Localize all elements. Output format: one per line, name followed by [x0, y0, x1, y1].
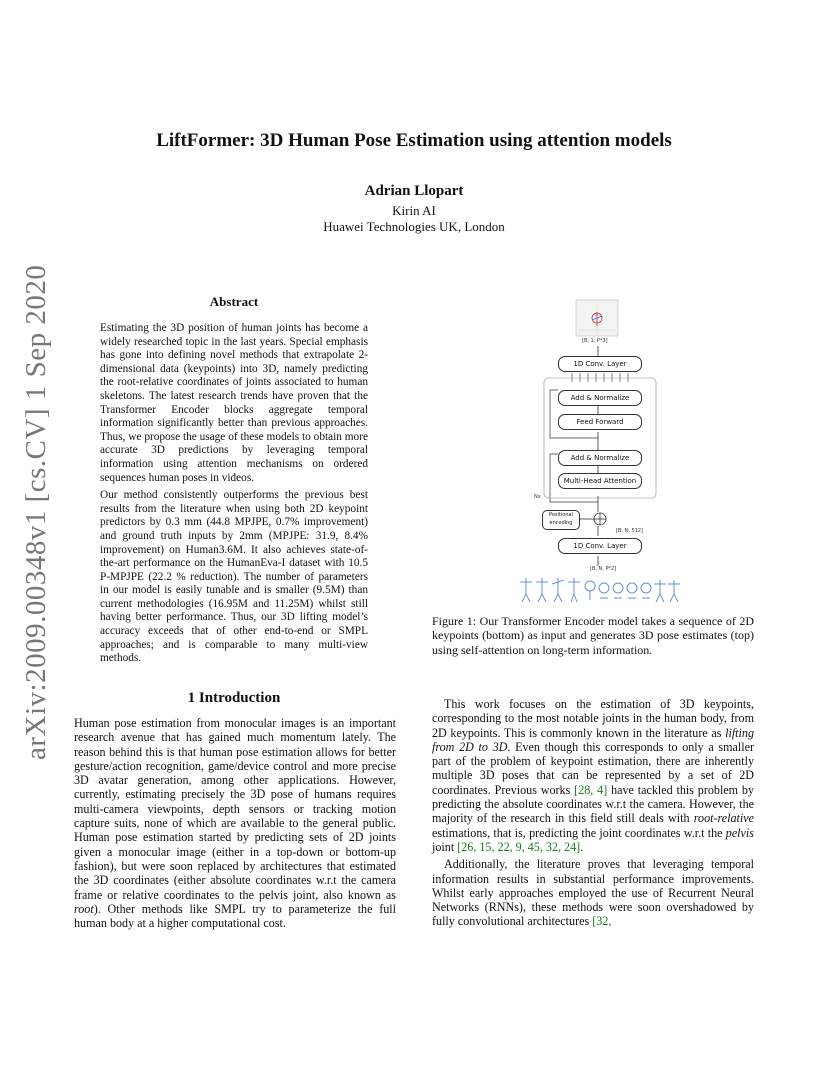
- paper-title: LiftFormer: 3D Human Pose Estimation using attention models: [156, 130, 672, 151]
- positional-encoding-block: Positional encoding: [542, 510, 580, 530]
- nx-label: Nx: [534, 494, 541, 500]
- abstract-heading: Abstract: [209, 294, 259, 309]
- abstract-body: [100, 322, 368, 670]
- affiliation-2: Huawei Technologies UK, London: [323, 219, 505, 234]
- affiliation-1: Kirin AI: [392, 203, 436, 218]
- intro-paragraph-1: Human pose estimation from monocular images is an important research avenue that has gained much momentum lately. The reason behind this is that human pose estimation allows for better gesture/action recognition, game/device control and more precise 3D avatar generation, among other applications. However, currently, estimating precisely the 3D pose of humans requires multi-camera viewpoints, depth sensors or tracking motion capture suits, none of which are available to the general public. Human pose estimation started by predicting sets of 2D joints given a monocular image (either in a top-down or bottom-up fashion), but were soon replaced by architectures that estimated the 3D coordinates (either absolute coordinates w.r.t the camera frame or relative coordinates to the pelvis joint, also known as root). Other methods like SMPL try to parameterize the full human body at a higher computational cost.: [74, 716, 396, 931]
- dim-label-output: [B, 1, P*3]: [582, 338, 608, 344]
- feed-forward-block: Feed Forward: [558, 414, 642, 430]
- dim-label-middle: [B, N, 512]: [616, 528, 643, 534]
- right-paragraph-2: Additionally, the literature proves that leveraging temporal information results in substantial performance improvements. Whilst early approaches employed the use of Recurrent Neural Networks (RNNs), these methods were soon overshadowed by fully convolutional architectures [32,: [432, 857, 754, 929]
- abstract-paragraph-1: Estimating the 3D position of human joints has become a widely researched topic in the last years. Special emphasis has gone into defining novel methods that extrapolate 2-dimensional data (keypoints) into 3D, namely predicting the root-relative coordinates of joints associated to human skeletons. The latest research trends have proven that the Transformer Encoder blocks aggregate temporal information significantly better than previous approaches. Thus, we propose the usage of these models to obtain more accurate 3D predictions by leveraging temporal information using attention mechanisms on ordered sequences human poses in videos.: [100, 322, 368, 484]
- section-heading-introduction: 1 Introduction: [187, 690, 281, 706]
- add-normalize-block-1: Add & Normalize: [558, 390, 642, 406]
- conv-layer-bottom: 1D Conv. Layer: [558, 538, 642, 554]
- right-column-text: [432, 697, 754, 932]
- add-normalize-block-2: Add & Normalize: [558, 450, 642, 466]
- 2d-keypoint-sequence: [520, 578, 680, 602]
- citation-link[interactable]: [28, 4]: [574, 782, 608, 797]
- dim-label-input: [B, N, P*2]: [590, 566, 617, 572]
- abstract-paragraph-2: Our method consistently outperforms the previous best results from the literature when using both 2D keypoint predictors by 0.3 mm (44.8 MPJPE, 0.7% improvement) and ground truth inputs by 2mm (MPJPE: 31.9, 8.4% improvement) on Human3.6M. It also achieves state-of-the-art performance on the HumanEva-I dataset with 10.5 P-MPJPE (22.2 % reduction). The number of parameters in our model is easily tunable and is smaller (9.5M) than current methodologies (16.95M and 11.25M) whilst still having better performance. Thus, our 3D lifting model’s accuracy exceeds that of other end-to-end or SMPL approaches; and is comparable to many multi-view methods.: [100, 489, 368, 665]
- figure-caption: Figure 1: Our Transformer Encoder model takes a sequence of 2D keypoints (bottom) as input and generates 3D pose estimates (top) using self-attention on long-term information.: [432, 614, 754, 657]
- conv-layer-top: 1D Conv. Layer: [558, 356, 642, 372]
- citation-link[interactable]: [26, 15, 22, 9, 45, 32, 24]: [457, 839, 581, 854]
- arxiv-identifier: arXiv:2009.00348v1 [cs.CV] 1 Sep 2020: [20, 264, 52, 760]
- multi-head-attention-block: Multi-Head Attention: [558, 473, 642, 489]
- citation-link[interactable]: [32,: [592, 914, 612, 929]
- 3d-pose-thumbnail: [576, 300, 618, 336]
- author-name: Adrian Llopart: [364, 183, 464, 199]
- figure-1: [520, 290, 690, 610]
- right-paragraph-1: This work focuses on the estimation of 3D keypoints, corresponding to the most notable joints in the human body, from 2D keypoints. This is commonly known in the literature as lifting from 2D to 3D. Even though this corresponds to only a smaller part of the problem of keypoint estimation, there are inherently multiple 3D poses that can be represented by a set of 2D coordinates. Previous works [28, 4] have tackled this problem by predicting the absolute coordinates w.r.t the camera. However, the majority of the research in this field still deals with root-relative estimations, that is, predicting the joint coordinates w.r.t the pelvis joint [26, 15, 22, 9, 45, 32, 24].: [432, 697, 755, 854]
- left-column-text: [74, 716, 396, 933]
